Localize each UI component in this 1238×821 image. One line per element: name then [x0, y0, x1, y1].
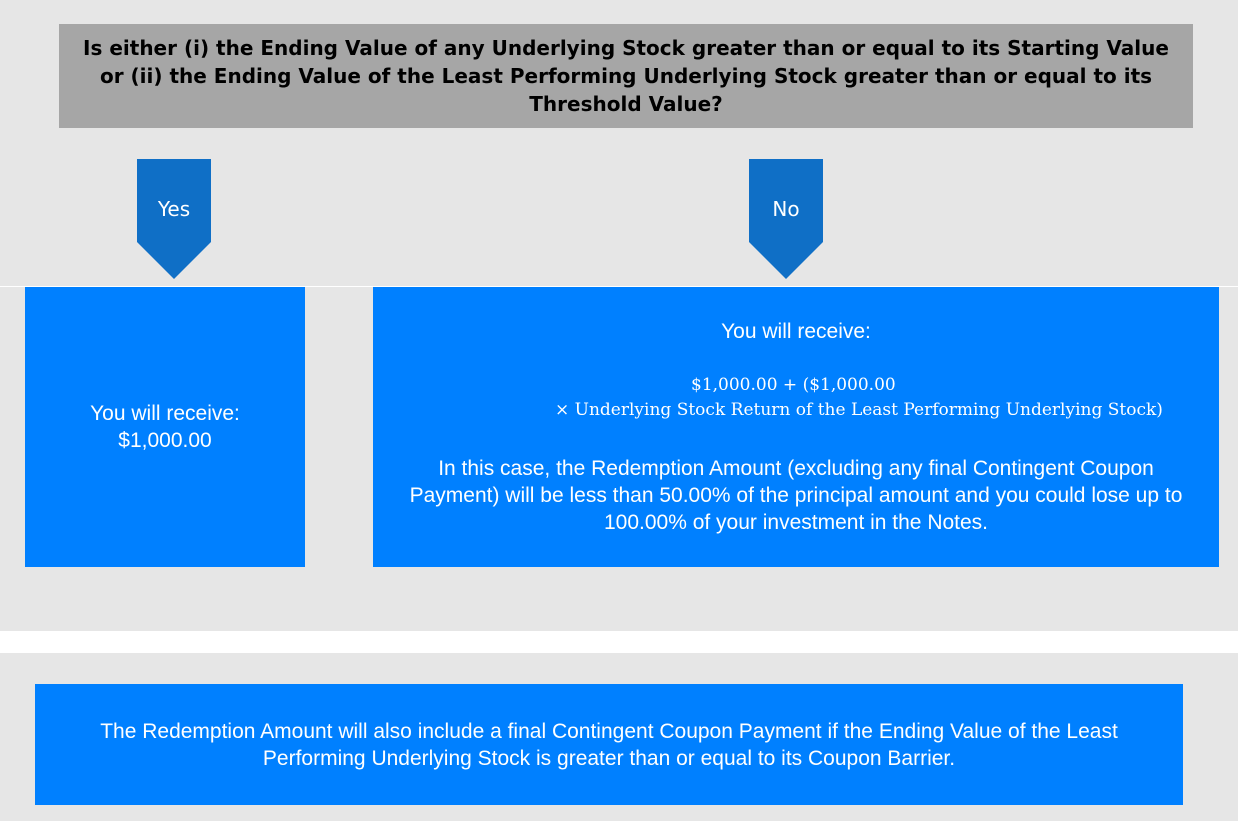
loss-note: In this case, the Redemption Amount (excluding any final Contingent Coupon Payment) will be less than 50.00% of the principal amount and you could lose up to 100.00% of your investment in the Notes.	[409, 457, 1183, 534]
yes-arrow	[137, 159, 211, 279]
no-arrow	[749, 159, 823, 279]
question-box	[59, 24, 1193, 128]
no-receive-label: You will receive:	[721, 320, 871, 343]
formula-line-2: × Underlying Stock Return of the Least Performing Underlying Stock)	[555, 400, 1163, 420]
no-outcome-box	[373, 287, 1219, 567]
yes-receive-label: You will receive:	[90, 402, 240, 425]
no-label: No	[772, 197, 800, 221]
yes-amount: $1,000.00	[118, 429, 212, 452]
yes-label: Yes	[157, 197, 191, 221]
question-text: Is either (i) the Ending Value of any Underlying Stock greater than or equal to its Starting Value or (ii) the Ending Value of the Least Performing Underlying Stock greater than or equal to its Threshold Value?	[83, 36, 1169, 116]
yes-outcome-box	[25, 287, 305, 567]
coupon-note-text: The Redemption Amount will also include a final Contingent Coupon Payment if the Ending Value of the Least Performing Underlying Stock is greater than or equal to its Coupon Barrier.	[100, 719, 1118, 770]
coupon-note-box	[35, 684, 1183, 805]
formula-line-1: $1,000.00 + ($1,000.00	[691, 375, 896, 395]
